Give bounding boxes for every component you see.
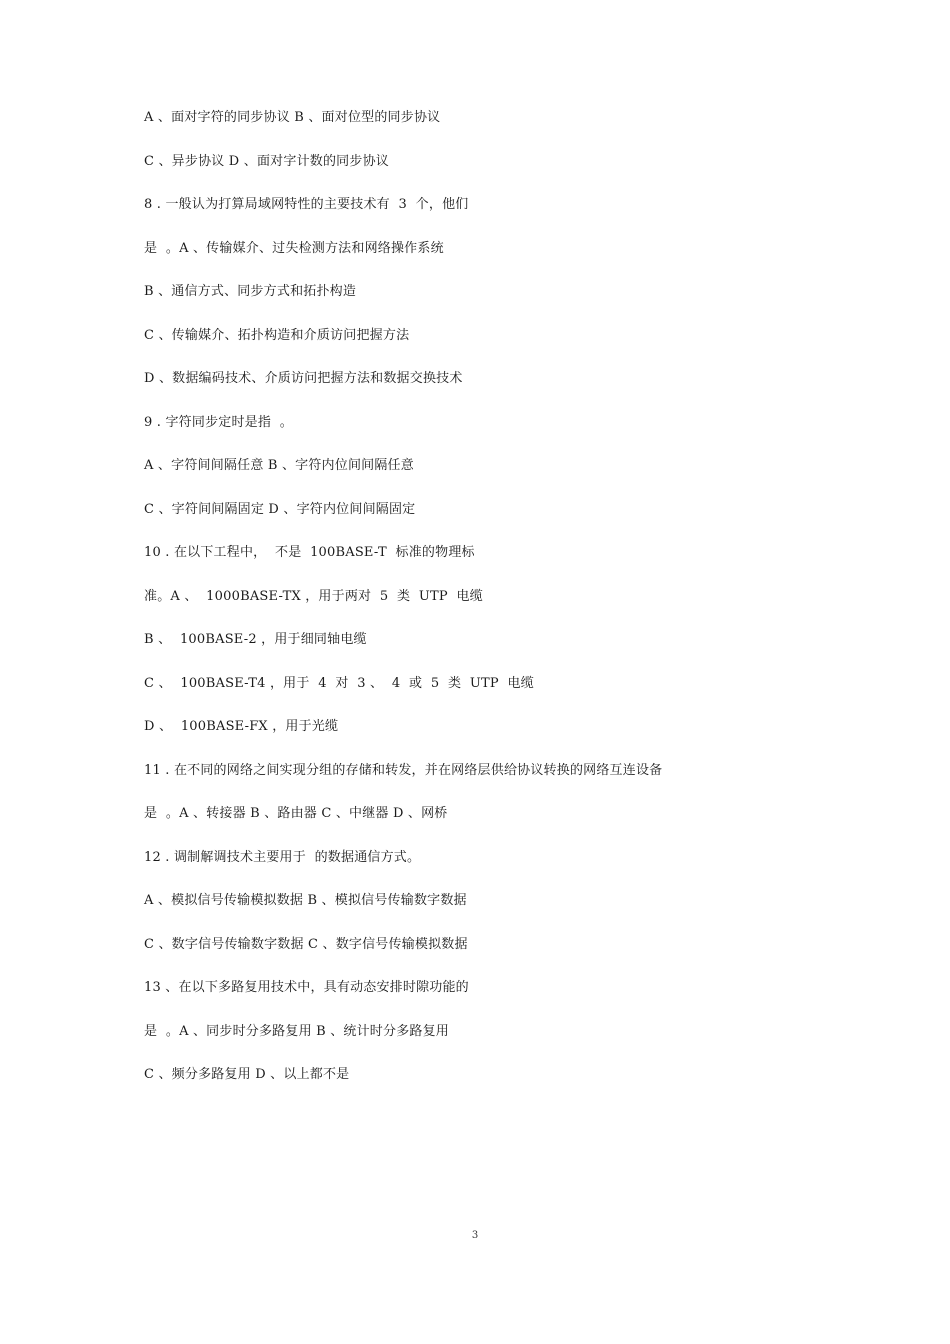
text-line: C 、异步协议 D 、面对字计数的同步协议 xyxy=(144,153,389,169)
question-12-stem: 12 . 调制解调技术主要用于 的数据通信方式。 xyxy=(144,849,421,865)
question-8-stem: 8 . 一般认为打算局域网特性的主要技术有 3 个，他们 xyxy=(144,197,469,212)
question-9-stem: 9 . 字符同步定时是指 。 xyxy=(144,414,293,430)
text-line: C 、字符间间隔固定 D 、字符内位间间隔固定 xyxy=(144,501,416,517)
text-line: C 、频分多路复用 D 、以上都不是 xyxy=(144,1067,350,1082)
text-line: A 、字符间间隔任意 B 、字符内位间间隔任意 xyxy=(144,458,414,473)
text-line: A 、模拟信号传输模拟数据 B 、模拟信号传输数字数据 xyxy=(144,893,467,908)
page-number: 3 xyxy=(471,1230,479,1241)
text-line: A 、面对字符的同步协议 B 、面对位型的同步协议 xyxy=(144,110,441,125)
text-line: D 、 100BASE-FX ，用于光缆 xyxy=(144,719,339,734)
text-line: B 、 100BASE-2 ，用于细同轴电缆 xyxy=(144,632,367,647)
question-13-stem: 13 、在以下多路复用技术中，具有动态安排时隙功能的 xyxy=(144,980,469,995)
text-line: C 、 100BASE-T4 ，用于 4 对 3 、 4 或 5 类 UTP 电缆 xyxy=(144,675,534,691)
text-line: 是 。A 、同步时分多路复用 B 、统计时分多路复用 xyxy=(144,1023,450,1039)
question-10-stem: 10 . 在以下工程中， 不是 100BASE-T 标准的物理标 xyxy=(144,545,475,560)
text-line: B 、通信方式、同步方式和拓扑构造 xyxy=(144,284,357,299)
text-line: 是 。A 、传输媒介、过失检测方法和网络操作系统 xyxy=(144,240,444,256)
question-11-stem: 11 . 在不同的网络之间实现分组的存储和转发，并在网络层供给协议转换的网络互连设备 xyxy=(144,762,663,778)
text-line: D 、数据编码技术、介质访问把握方法和数据交换技术 xyxy=(144,371,463,386)
text-line: C 、数字信号传输数字数据 C 、数字信号传输模拟数据 xyxy=(144,936,468,952)
text-line: 准。A 、 1000BASE-TX ，用于两对 5 类 UTP 电缆 xyxy=(144,588,483,604)
document-body xyxy=(144,108,824,1109)
text-line: C 、传输媒介、拓扑构造和介质访问把握方法 xyxy=(144,327,410,343)
text-line: 是 。A 、转接器 B 、路由器 C 、中继器 D 、网桥 xyxy=(144,806,448,821)
